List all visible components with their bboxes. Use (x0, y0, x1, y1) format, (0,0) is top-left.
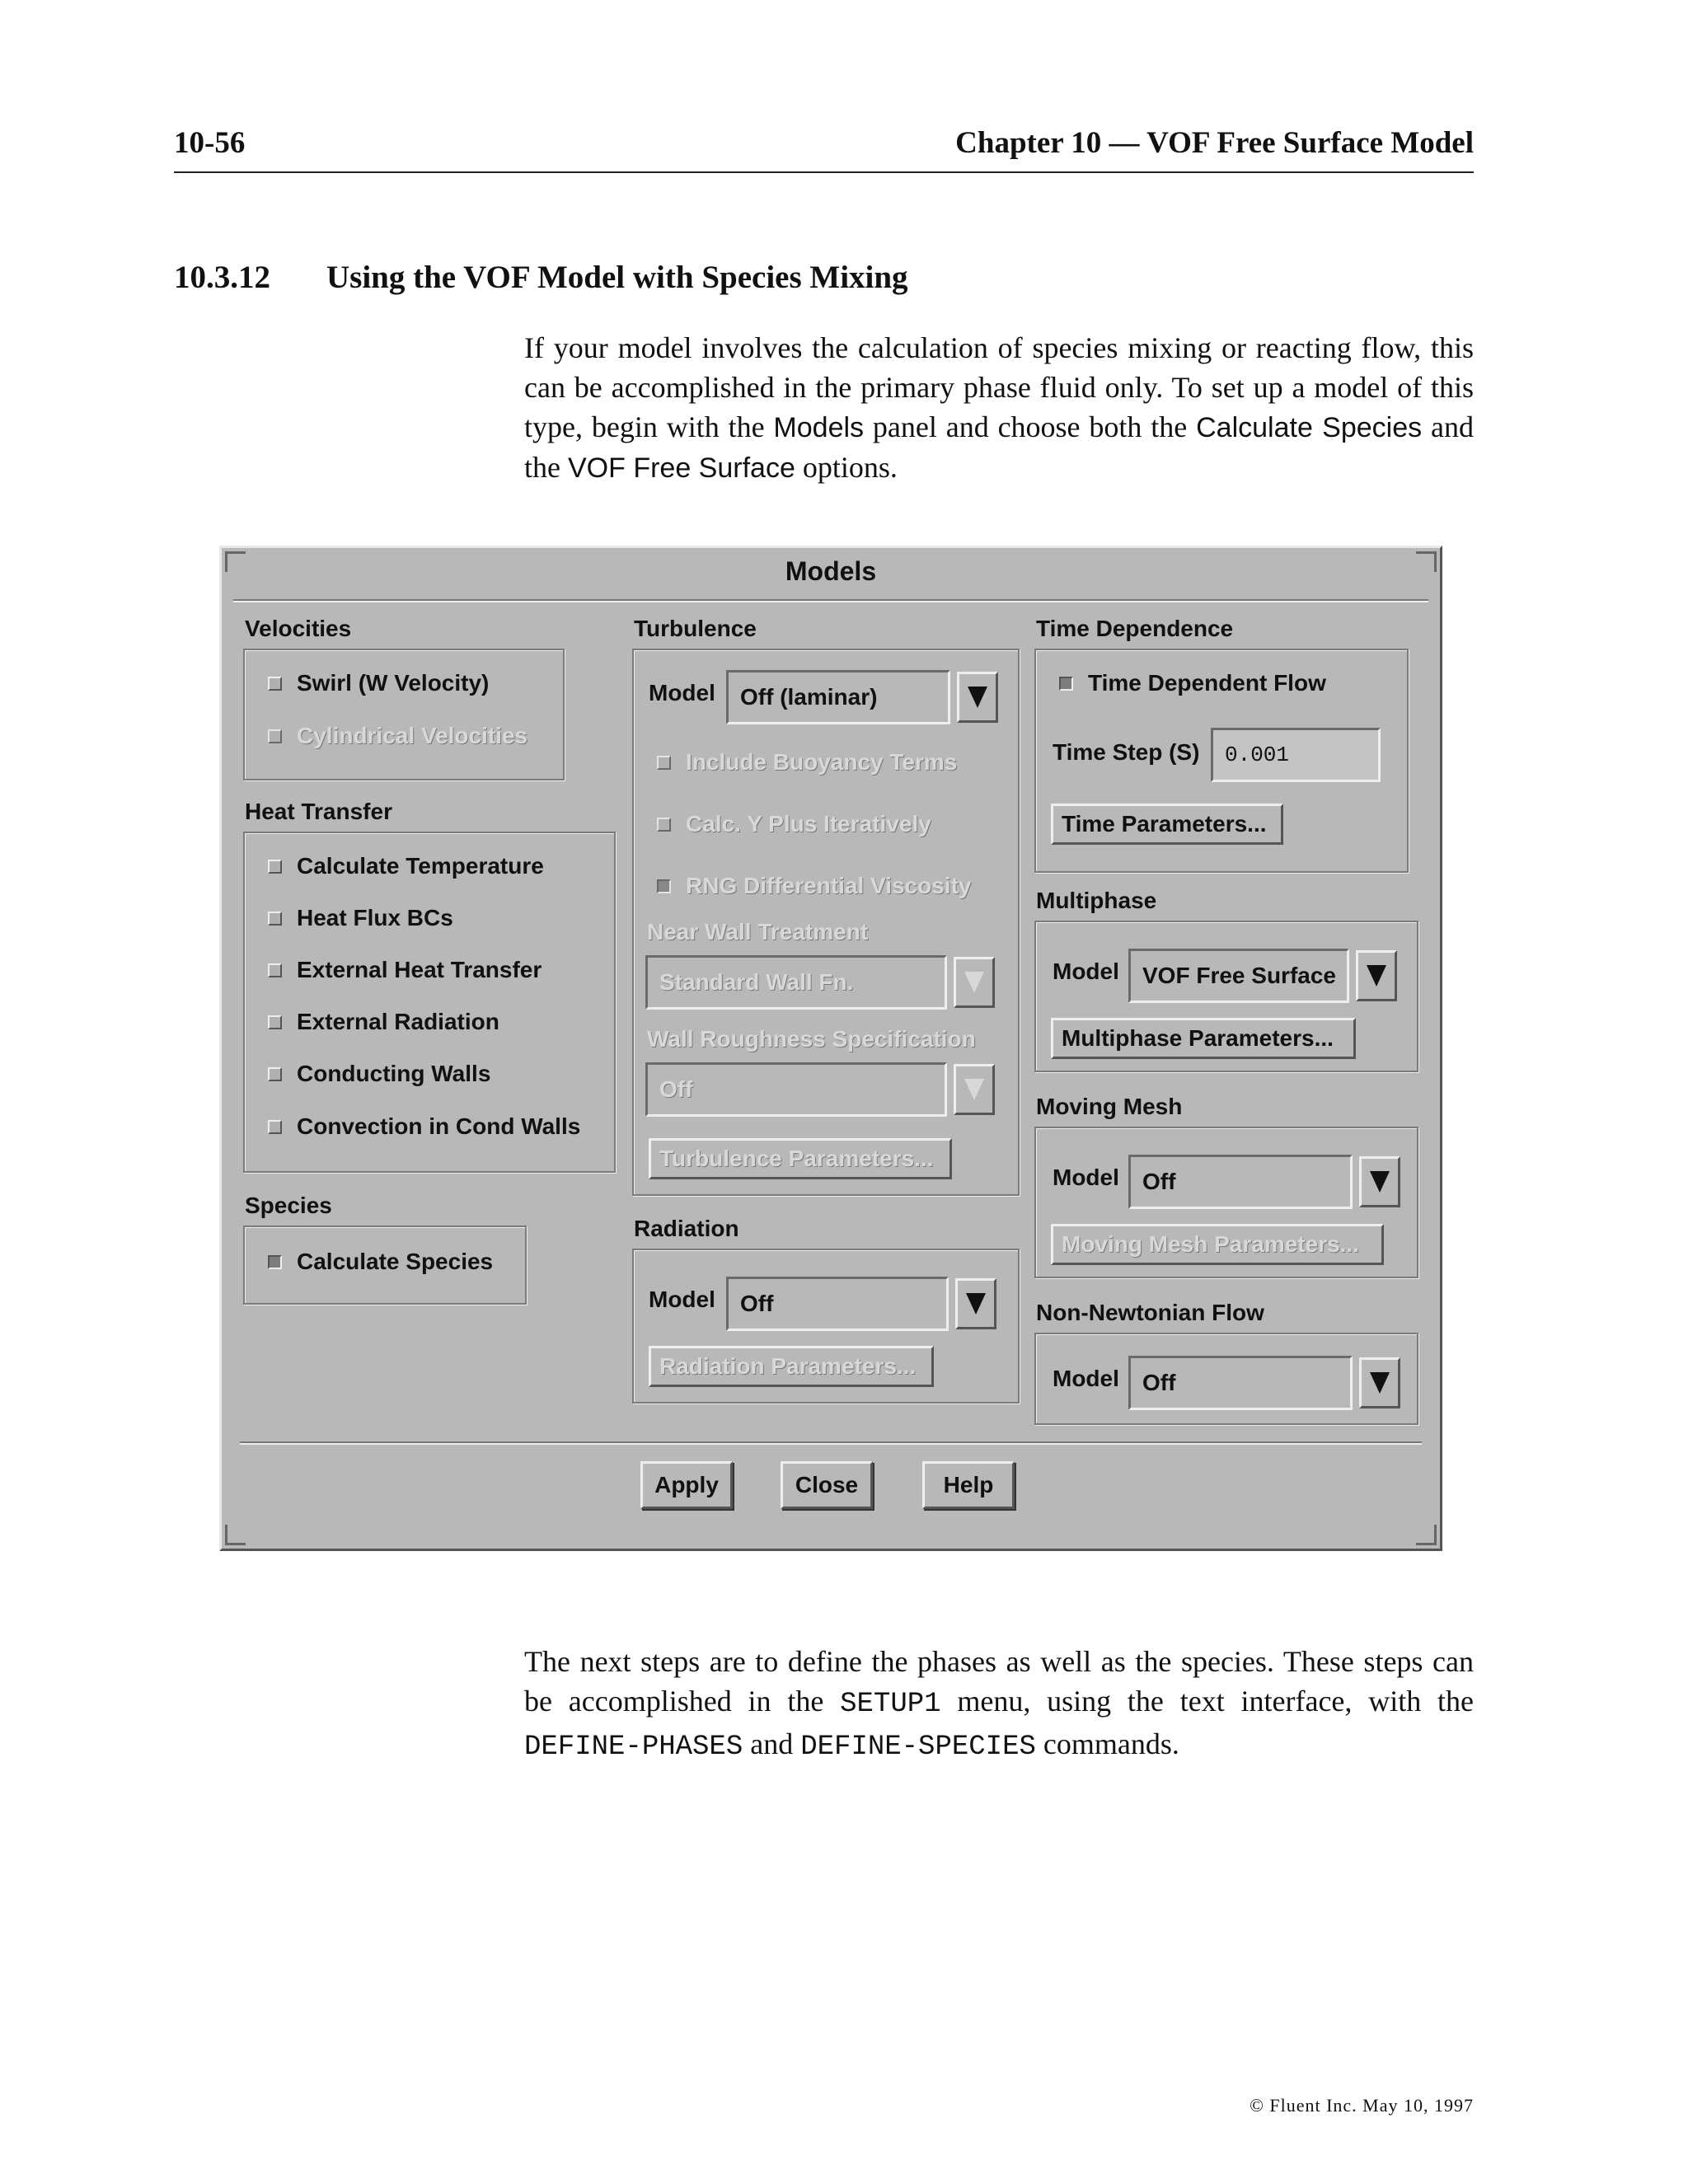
followup-text-3: and (743, 1727, 801, 1760)
conducting-walls-checkbox[interactable] (268, 1061, 490, 1087)
multiphase-model-select[interactable]: VOF Free Surface (1128, 949, 1349, 1003)
dialog-title: Models (785, 556, 877, 586)
title-divider (233, 599, 1428, 602)
external-heat-transfer-checkbox[interactable] (268, 957, 542, 983)
checkbox-icon (657, 879, 671, 893)
checkbox-label: Calculate Temperature (297, 853, 544, 879)
checkbox-label: External Heat Transfer (297, 957, 542, 982)
triangle-down-icon (964, 1079, 984, 1100)
triangle-down-icon (1370, 1171, 1390, 1193)
time-dependent-flow-label: Time Dependent Flow (1088, 670, 1326, 696)
multiphase-parameters-button[interactable]: Multiphase Parameters... (1051, 1018, 1356, 1059)
time-step-input[interactable]: 0.001 (1211, 728, 1381, 782)
rng-label: RNG Differential Viscosity (686, 873, 972, 898)
multiphase-model-dropdown[interactable] (1356, 950, 1397, 1001)
moving-mesh-model-dropdown[interactable] (1359, 1156, 1400, 1207)
section-heading (174, 259, 908, 296)
moving-mesh-parameters-button[interactable]: Moving Mesh Parameters... (1051, 1224, 1384, 1265)
velocities-group (243, 649, 565, 780)
near-wall-select[interactable]: Standard Wall Fn. (645, 955, 947, 1010)
intro-panel-name: Models (773, 412, 865, 443)
radiation-model-label: Model (649, 1286, 715, 1312)
checkbox-label: Convection in Cond Walls (297, 1113, 581, 1139)
buoyancy-checkbox[interactable] (657, 749, 957, 776)
moving-mesh-model-select[interactable]: Off (1128, 1155, 1353, 1209)
turbulence-model-label: Model (649, 680, 715, 705)
time-parameters-button[interactable]: Time Parameters... (1051, 804, 1283, 845)
intro-text-1: If your model involves the calculation of species mixing or reacting flow, this can be accomplished in the primary phase fluid only. To set up a model of this type, begin with the (524, 331, 1474, 443)
roughness-select[interactable]: Off (645, 1062, 947, 1117)
velocities-label: Velocities (245, 616, 352, 641)
non-newtonian-model-select[interactable]: Off (1128, 1356, 1353, 1410)
checkbox-icon (1059, 677, 1073, 691)
triangle-down-icon (964, 972, 984, 993)
radiation-model-select[interactable]: Off (726, 1277, 949, 1331)
checkbox-icon (268, 1255, 282, 1269)
followup-text-2: menu, using the text interface, with the (940, 1685, 1474, 1718)
turbulence-label: Turbulence (634, 616, 757, 641)
checkbox-icon (657, 756, 671, 770)
convection-cond-walls-checkbox[interactable] (268, 1113, 580, 1140)
heat-transfer-label: Heat Transfer (245, 799, 392, 824)
multiphase-label: Multiphase (1036, 888, 1157, 913)
resize-corner-bottom-right[interactable] (1416, 1525, 1437, 1545)
intro-text-2: panel and choose both the (864, 410, 1197, 443)
checkbox-label: External Radiation (297, 1009, 499, 1034)
checkbox-icon (268, 677, 282, 691)
checkbox-icon (268, 1015, 282, 1029)
checkbox-icon (268, 912, 282, 926)
button-divider (240, 1441, 1422, 1445)
calculate-temperature-checkbox[interactable] (268, 853, 544, 879)
radiation-parameters-button[interactable]: Radiation Parameters... (649, 1346, 934, 1387)
turbulence-parameters-button[interactable]: Turbulence Parameters... (649, 1138, 952, 1179)
calculate-species-checkbox[interactable] (268, 1249, 493, 1275)
intro-text-4: options. (795, 451, 898, 484)
turbulence-model-dropdown[interactable] (957, 672, 998, 723)
roughness-dropdown[interactable] (954, 1064, 995, 1115)
section-number: 10.3.12 (174, 260, 270, 295)
chapter-title: Chapter 10 — VOF Free Surface Model (955, 126, 1474, 160)
non-newtonian-label: Non-Newtonian Flow (1036, 1300, 1264, 1325)
roughness-label: Wall Roughness Specification (647, 1026, 976, 1052)
radiation-label: Radiation (634, 1216, 739, 1241)
yplus-checkbox[interactable] (657, 811, 931, 837)
checkbox-icon (268, 729, 282, 743)
calculate-species-label: Calculate Species (297, 1249, 494, 1274)
yplus-label: Calc. Y Plus Iteratively (686, 811, 931, 837)
followup-text-4: commands. (1035, 1727, 1179, 1760)
header-rule (174, 171, 1474, 173)
resize-corner-bottom-left[interactable] (225, 1525, 246, 1545)
rng-checkbox[interactable] (657, 873, 971, 899)
section-title: Using the VOF Model with Species Mixing (326, 260, 908, 295)
triangle-down-icon (968, 687, 987, 708)
swirl-checkbox[interactable] (268, 670, 489, 696)
followup-text-1: The next steps are to define the phases as well as the species. These steps can be accomplished in the (524, 1645, 1474, 1718)
moving-mesh-model-label: Model (1053, 1165, 1119, 1190)
intro-paragraph (524, 328, 1474, 488)
followup-paragraph (524, 1642, 1474, 1767)
multiphase-model-label: Model (1053, 958, 1119, 984)
cylindrical-checkbox[interactable] (268, 723, 528, 749)
checkbox-icon (268, 1120, 282, 1134)
checkbox-icon (268, 1067, 282, 1081)
apply-button[interactable]: Apply (640, 1461, 733, 1509)
radiation-model-dropdown[interactable] (955, 1278, 996, 1329)
checkbox-icon (657, 818, 671, 832)
heat-flux-bcs-checkbox[interactable] (268, 905, 453, 931)
checkbox-icon (268, 963, 282, 977)
time-step-label: Time Step (S) (1053, 739, 1200, 765)
non-newtonian-model-dropdown[interactable] (1359, 1357, 1400, 1408)
cylindrical-label: Cylindrical Velocities (297, 723, 528, 748)
close-button[interactable]: Close (781, 1461, 873, 1509)
time-dependence-label: Time Dependence (1036, 616, 1234, 641)
triangle-down-icon (1370, 1372, 1390, 1394)
intro-option-1: Calculate Species (1196, 412, 1423, 443)
copyright-footer: © Fluent Inc. May 10, 1997 (1250, 2095, 1474, 2116)
non-newtonian-model-label: Model (1053, 1366, 1119, 1391)
checkbox-icon (268, 860, 282, 874)
checkbox-label: Conducting Walls (297, 1061, 491, 1086)
triangle-down-icon (1367, 965, 1386, 987)
page-number: 10-56 (174, 126, 246, 160)
near-wall-label: Near Wall Treatment (647, 919, 869, 944)
checkbox-label: Heat Flux BCs (297, 905, 453, 930)
turbulence-model-select[interactable]: Off (laminar) (726, 670, 950, 724)
moving-mesh-label: Moving Mesh (1036, 1094, 1183, 1119)
near-wall-dropdown[interactable] (954, 957, 995, 1008)
time-dependent-flow-checkbox[interactable] (1059, 670, 1326, 696)
intro-text-3: and the (524, 410, 1475, 484)
swirl-label: Swirl (W Velocity) (297, 670, 490, 696)
command-1: DEFINE-PHASES (524, 1732, 743, 1763)
external-radiation-checkbox[interactable] (268, 1009, 499, 1035)
intro-option-2: VOF Free Surface (567, 452, 795, 484)
menu-name: SETUP1 (840, 1689, 941, 1720)
help-button[interactable]: Help (922, 1461, 1015, 1509)
triangle-down-icon (966, 1293, 986, 1315)
buoyancy-label: Include Buoyancy Terms (686, 749, 958, 775)
command-2: DEFINE-SPECIES (800, 1732, 1036, 1763)
models-dialog (219, 546, 1442, 1551)
species-label: Species (245, 1193, 332, 1218)
